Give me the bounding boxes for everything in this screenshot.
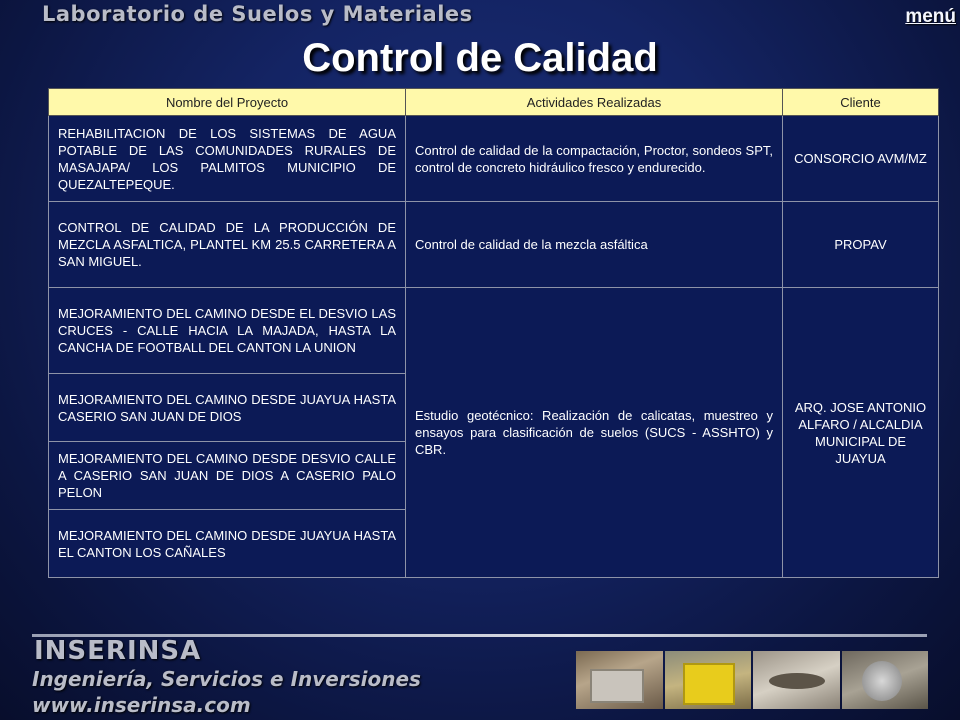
project-name-cell: CONTROL DE CALIDAD DE LA PRODUCCIÓN DE MEZCLA ASFALTICA, PLANTEL KM 25.5 CARRETERA A SAN MIGUEL. <box>49 202 406 288</box>
project-name-cell: REHABILITACION DE LOS SISTEMAS DE AGUA POTABLE DE LAS COMUNIDADES RURALES DE MASAJAPA/ LOS PALMITOS MUNICIPIO DE QUEZALTEPEQUE. <box>49 116 406 202</box>
client-cell: PROPAV <box>783 202 939 288</box>
column-header-activities: Actividades Realizadas <box>406 89 783 116</box>
client-cell: CONSORCIO AVM/MZ <box>783 116 939 202</box>
soil-sample-photo <box>753 651 840 709</box>
lab-equipment-photo <box>576 651 663 709</box>
lab-title: Laboratorio de Suelos y Materiales <box>42 2 473 26</box>
projects-table <box>48 88 939 578</box>
project-name-cell: MEJORAMIENTO DEL CAMINO DESDE JUAYUA HASTA CASERIO SAN JUAN DE DIOS <box>49 374 406 442</box>
table-row <box>49 116 939 202</box>
column-header-project: Nombre del Proyecto <box>49 89 406 116</box>
menu-link[interactable]: menú <box>905 6 956 27</box>
table-row <box>49 288 939 374</box>
sieve-machine-photo <box>842 651 929 709</box>
table-row <box>49 202 939 288</box>
column-header-client: Cliente <box>783 89 939 116</box>
yellow-case-photo <box>665 651 752 709</box>
header-bar <box>0 0 960 30</box>
photo-strip <box>576 651 928 709</box>
company-tagline: Ingeniería, Servicios e Inversiones <box>32 667 421 691</box>
client-cell: ARQ. JOSE ANTONIO ALFARO / ALCALDIA MUNICIPAL DE JUAYUA <box>783 288 939 578</box>
company-website: www.inserinsa.com <box>32 693 251 717</box>
project-name-cell: MEJORAMIENTO DEL CAMINO DESDE DESVIO CALLE A CASERIO SAN JUAN DE DIOS A CASERIO PALO PELON <box>49 442 406 510</box>
project-name-cell: MEJORAMIENTO DEL CAMINO DESDE JUAYUA HASTA EL CANTON LOS CAÑALES <box>49 510 406 578</box>
activity-cell: Control de calidad de la compactación, Proctor, sondeos SPT, control de concreto hidráulico fresco y endurecido. <box>406 116 783 202</box>
activity-cell: Control de calidad de la mezcla asfáltica <box>406 202 783 288</box>
project-name-cell: MEJORAMIENTO DEL CAMINO DESDE EL DESVIO LAS CRUCES - CALLE HACIA LA MAJADA, HASTA LA CANCHA DE FOOTBALL DEL CANTON LA UNION <box>49 288 406 374</box>
activity-cell: Estudio geotécnico: Realización de calicatas, muestreo y ensayos para clasificación de suelos (SUCS - ASSHTO) y CBR. <box>406 288 783 578</box>
page-title: Control de Calidad <box>302 36 658 80</box>
table-header-row <box>49 89 939 116</box>
company-name: INSERINSA <box>34 636 202 666</box>
